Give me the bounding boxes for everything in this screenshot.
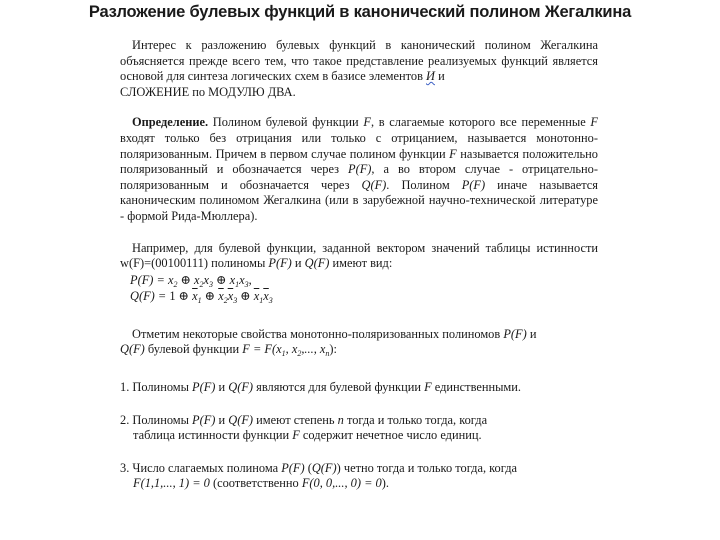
properties-paragraph: Отметим некоторые свойства монотонно-поляризованных полиномов P(F) и Q(F) булевой функции $F = F(x_1$, $x_2$,..., $x_n$): <box>120 326 537 359</box>
intro-paragraph: Интерес к разложению булевых функций в канонический полином Жегалкина объясняется прежде всего тем, что такое представление реализуемых функций является основой для синтеза логических схем в базисе элементов И и СЛОЖЕНИЕ по МОДУЛЮ ДВА. <box>120 38 598 99</box>
property-item-1: 1. Полиномы P(F) и Q(F) являются для булевой функции F единственными. <box>120 379 522 394</box>
definition-label: Определение. <box>132 115 209 130</box>
example-paragraph: Например, для булевой функции, заданной вектором значений таблицы истинности w(F)=(00100111) полиномы P(F) и Q(F) имеют вид: <box>120 240 598 271</box>
document-body <box>120 38 598 492</box>
property-item-3: 3. Число слагаемых полинома P(F) (Q(F)) четно тогда и только тогда, когда <box>120 460 518 475</box>
property-item-3-cont: F(1,1,..., 1) = 0 (соответственно F(0, 0,..., 0) = 0). <box>133 476 389 491</box>
page-title: Разложение булевых функций в канонический полином Жегалкина <box>88 3 632 21</box>
definition-paragraph: Определение. Полином булевой функции F, в слагаемые которого все переменные F входят только без отрицания или только с отрицанием, называется монотонно-поляризованным. Причем в первом случае полином функции F называется положительно поляризованный и обозначается через P(F), а во втором случае - отрицательно-поляризованным и обозначается через Q(F). Полином P(F) иначе называется каноническим полиномом Жегалкина (или в зарубежной научно-технической литературе - формой Рида-Мюллера). <box>120 115 598 223</box>
property-item-2-cont: таблица истинности функции F содержит нечетное число единиц. <box>133 428 482 443</box>
formula-p: $P(F) = x_2$ ⊕ $x_2x_3$ ⊕ $x_1x_3$, <box>130 272 252 289</box>
and-term: И <box>426 69 435 84</box>
formula-q: Q(F) = 1 ⊕ $\overline{x}_1$ ⊕ $\overline{x}_2\overline{x}_3$ ⊕ $\overline{x}_1\overline{x}_3$ <box>130 288 273 305</box>
property-item-2: 2. Полиномы P(F) и Q(F) имеют степень n тогда и только тогда, когда <box>120 412 488 427</box>
